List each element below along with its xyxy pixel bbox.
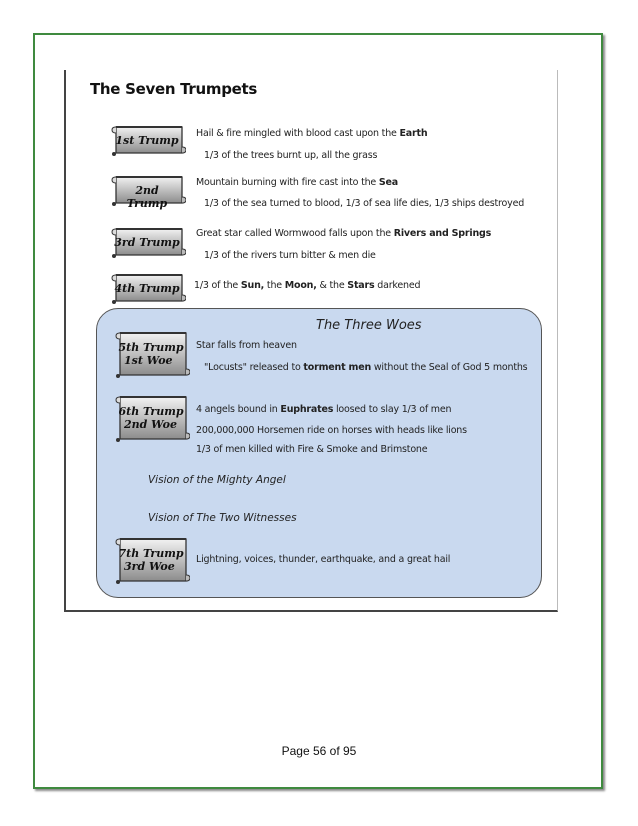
trump-1-line-2: 1/3 of the trees burnt up, all the grass (204, 150, 378, 161)
figure-title: The Seven Trumpets (90, 80, 258, 98)
trump-3-line-1: Great star called Wormwood falls upon the Rivers and Springs (196, 228, 492, 239)
trump-2-label: 2nd Trump (126, 184, 168, 210)
woe-2-line-2: 200,000,000 Horsemen ride on horses with heads like lions (196, 425, 467, 436)
woe-1-label-woe: 1st Woe (124, 354, 173, 367)
trump-1-line-1: Hail & fire mingled with blood cast upon the Earth (196, 128, 428, 139)
trump-3-line-2: 1/3 of the rivers turn bitter & men die (204, 250, 376, 261)
vision-mighty-angel: Vision of the Mighty Angel (148, 474, 286, 486)
woes-title: The Three Woes (316, 318, 422, 333)
scroll-icon-woe-1 (114, 328, 186, 378)
scroll-icon-woe-2 (114, 392, 186, 442)
woe-1-label-trump: 5th Trump (118, 341, 184, 354)
woe-1-line-2: "Locusts" released to torment men without the Seal of God 5 months (204, 362, 528, 373)
trump-4-line-1: 1/3 of the Sun, the Moon, & the Stars darkened (194, 280, 421, 291)
seven-trumpets-figure (64, 70, 558, 612)
scroll-icon-trump-1 (110, 122, 182, 156)
trump-4-label: 4th Trump (114, 282, 180, 295)
trump-2-line-1: Mountain burning with fire cast into the Sea (196, 177, 398, 188)
page-number: Page 56 of 95 (281, 744, 357, 758)
woe-2-line-1: 4 angels bound in Euphrates loosed to slay 1/3 of men (196, 404, 452, 415)
woe-2-label-woe: 2nd Woe (124, 418, 177, 431)
trump-1-label: 1st Trump (115, 134, 179, 147)
woe-2-line-3: 1/3 of men killed with Fire & Smoke and Brimstone (196, 444, 428, 455)
woe-3-line-1: Lightning, voices, thunder, earthquake, and a great hail (196, 554, 451, 565)
woe-3-label-woe: 3rd Woe (124, 560, 175, 573)
trump-2-line-2: 1/3 of the sea turned to blood, 1/3 of sea life dies, 1/3 ships destroyed (204, 198, 525, 209)
trump-3-label: 3rd Trump (114, 236, 180, 249)
scroll-icon-trump-4 (110, 270, 182, 304)
scroll-icon-trump-3 (110, 224, 182, 258)
vision-two-witnesses: Vision of The Two Witnesses (148, 512, 297, 524)
woe-1-line-1: Star falls from heaven (196, 340, 297, 351)
scroll-icon-trump-2 (110, 172, 182, 210)
woe-2-label-trump: 6th Trump (118, 405, 184, 418)
woe-3-label-trump: 7th Trump (118, 547, 184, 560)
scroll-icon-woe-3 (114, 534, 186, 584)
